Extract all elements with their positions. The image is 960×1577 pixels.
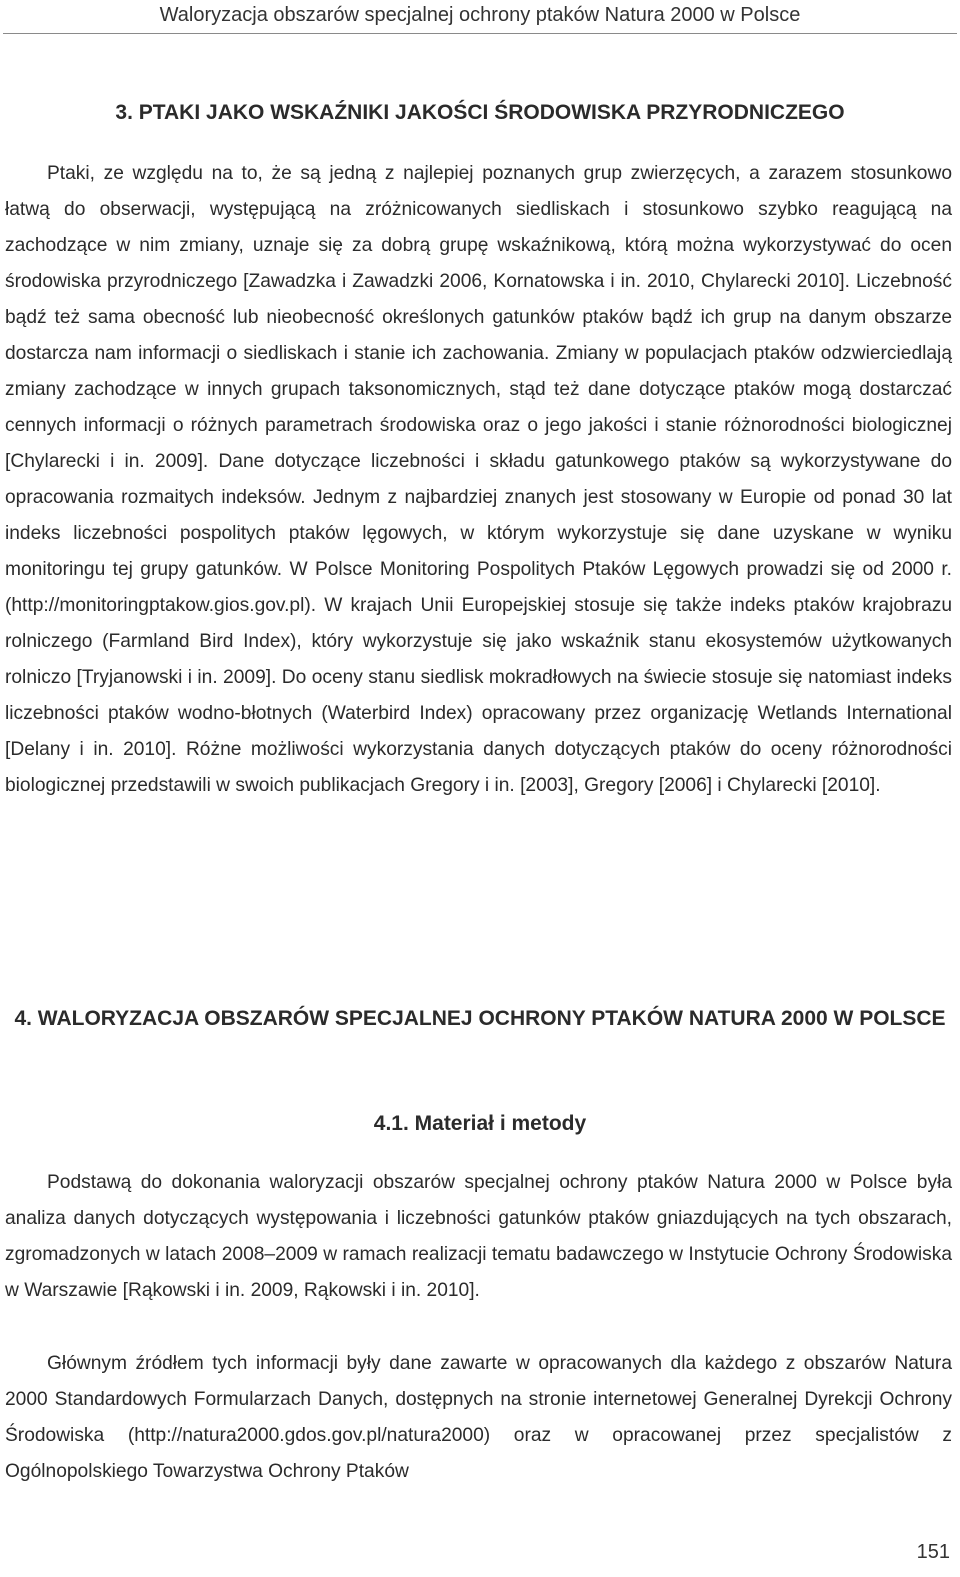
header-divider: [3, 33, 957, 34]
subsection-4-1-paragraph-1: Podstawą do dokonania waloryzacji obszarów specjalnej ochrony ptaków Natura 2000 w Polsce była analiza danych dotyczących występowania i liczebności gatunków ptaków gniazdujących na tych obszarach, zgromadzonych w latach 2008–2009 w ramach realizacji tematu badawczego w Instytucie Ochrony Środowiska w Warszawie [Rąkowski i in. 2009, Rąkowski i in. 2010].: [5, 1172, 952, 1301]
page-number: 151: [916, 1541, 950, 1563]
section-3-heading: 3. PTAKI JAKO WSKAŹNIKI JAKOŚCI ŚRODOWISKA PRZYRODNICZEGO: [115, 101, 845, 124]
section-3-paragraph: Ptaki, ze względu na to, że są jedną z najlepiej poznanych grup zwierzęcych, a zarazem stosunkowo łatwą do obserwacji, występującą na zróżnicowanych siedliskach i stosunkowo szybko reagującą na zachodzące w nim zmiany, uznaje się za dobrą grupę wskaźnikową, którą można wykorzystywać do ocen środowiska przyrodniczego [Zawadzka i Zawadzki 2006, Kornatowska i in. 2010, Chylarecki 2010]. Liczebność bądź też sama obecność lub nieobecność określonych gatunków ptaków bądź ich grup na danym obszarze dostarcza nam informacji o siedliskach i stanie ich zachowania. Zmiany w populacjach ptaków odzwierciedlają zmiany zachodzące w innych grupach taksonomicznych, stąd też dane dotyczące ptaków mogą dostarczać cennych informacji o różnych parametrach środowiska oraz o jego jakości i stanie różnorodności biologicznej [Chylarecki i in. 2009]. Dane dotyczące liczebności i składu gatunkowego ptaków są wykorzystywane do opracowania rozmaitych indeksów. Jednym z najbardziej znanych jest stosowany w Europie od ponad 30 lat indeks liczebności pospolitych ptaków lęgowych, w którym wykorzystuje się dane uzyskane w wyniku monitoringu tej grupy gatunków. W Polsce Monitoring Pospolitych Ptaków Lęgowych prowadzi się od 2000 r. (http://monitoringptakow.gios.gov.pl). W krajach Unii Europejskiej stosuje się także indeks ptaków krajobrazu rolniczego (Farmland Bird Index), który wykorzystuje się jako wskaźnik stanu ekosystemów użytkowanych rolniczo [Tryjanowski i in. 2009]. Do oceny stanu siedlisk mokradłowych na świecie stosuje się natomiast indeks liczebności ptaków wodno-błotnych (Waterbird Index) opracowany przez organizację Wetlands International [Delany i in. 2010]. Różne możliwości wykorzystania danych dotyczących ptaków do oceny różnorodności biologicznej przedstawili w swoich publikacjach Gregory i in. [2003], Gregory [2006] i Chylarecki [2010].: [5, 163, 952, 796]
running-header: Waloryzacja obszarów specjalnej ochrony ptaków Natura 2000 w Polsce: [159, 4, 801, 26]
subsection-4-1-heading: 4.1. Materiał i metody: [373, 1112, 587, 1135]
section-4-heading: 4. WALORYZACJA OBSZARÓW SPECJALNEJ OCHRONY PTAKÓW NATURA 2000 W POLSCE: [14, 1007, 946, 1030]
subsection-4-1-paragraph-2: Głównym źródłem tych informacji były dane zawarte w opracowanych dla każdego z obszarów Natura 2000 Standardowych Formularzach Danych, dostępnych na stronie internetowej Generalnej Dyrekcji Ochrony Środowiska (http://natura2000.gdos.gov.pl/natura2000) oraz w opracowanej przez specjalistów z Ogólnopolskiego Towarzystwa Ochrony Ptaków: [5, 1353, 952, 1482]
